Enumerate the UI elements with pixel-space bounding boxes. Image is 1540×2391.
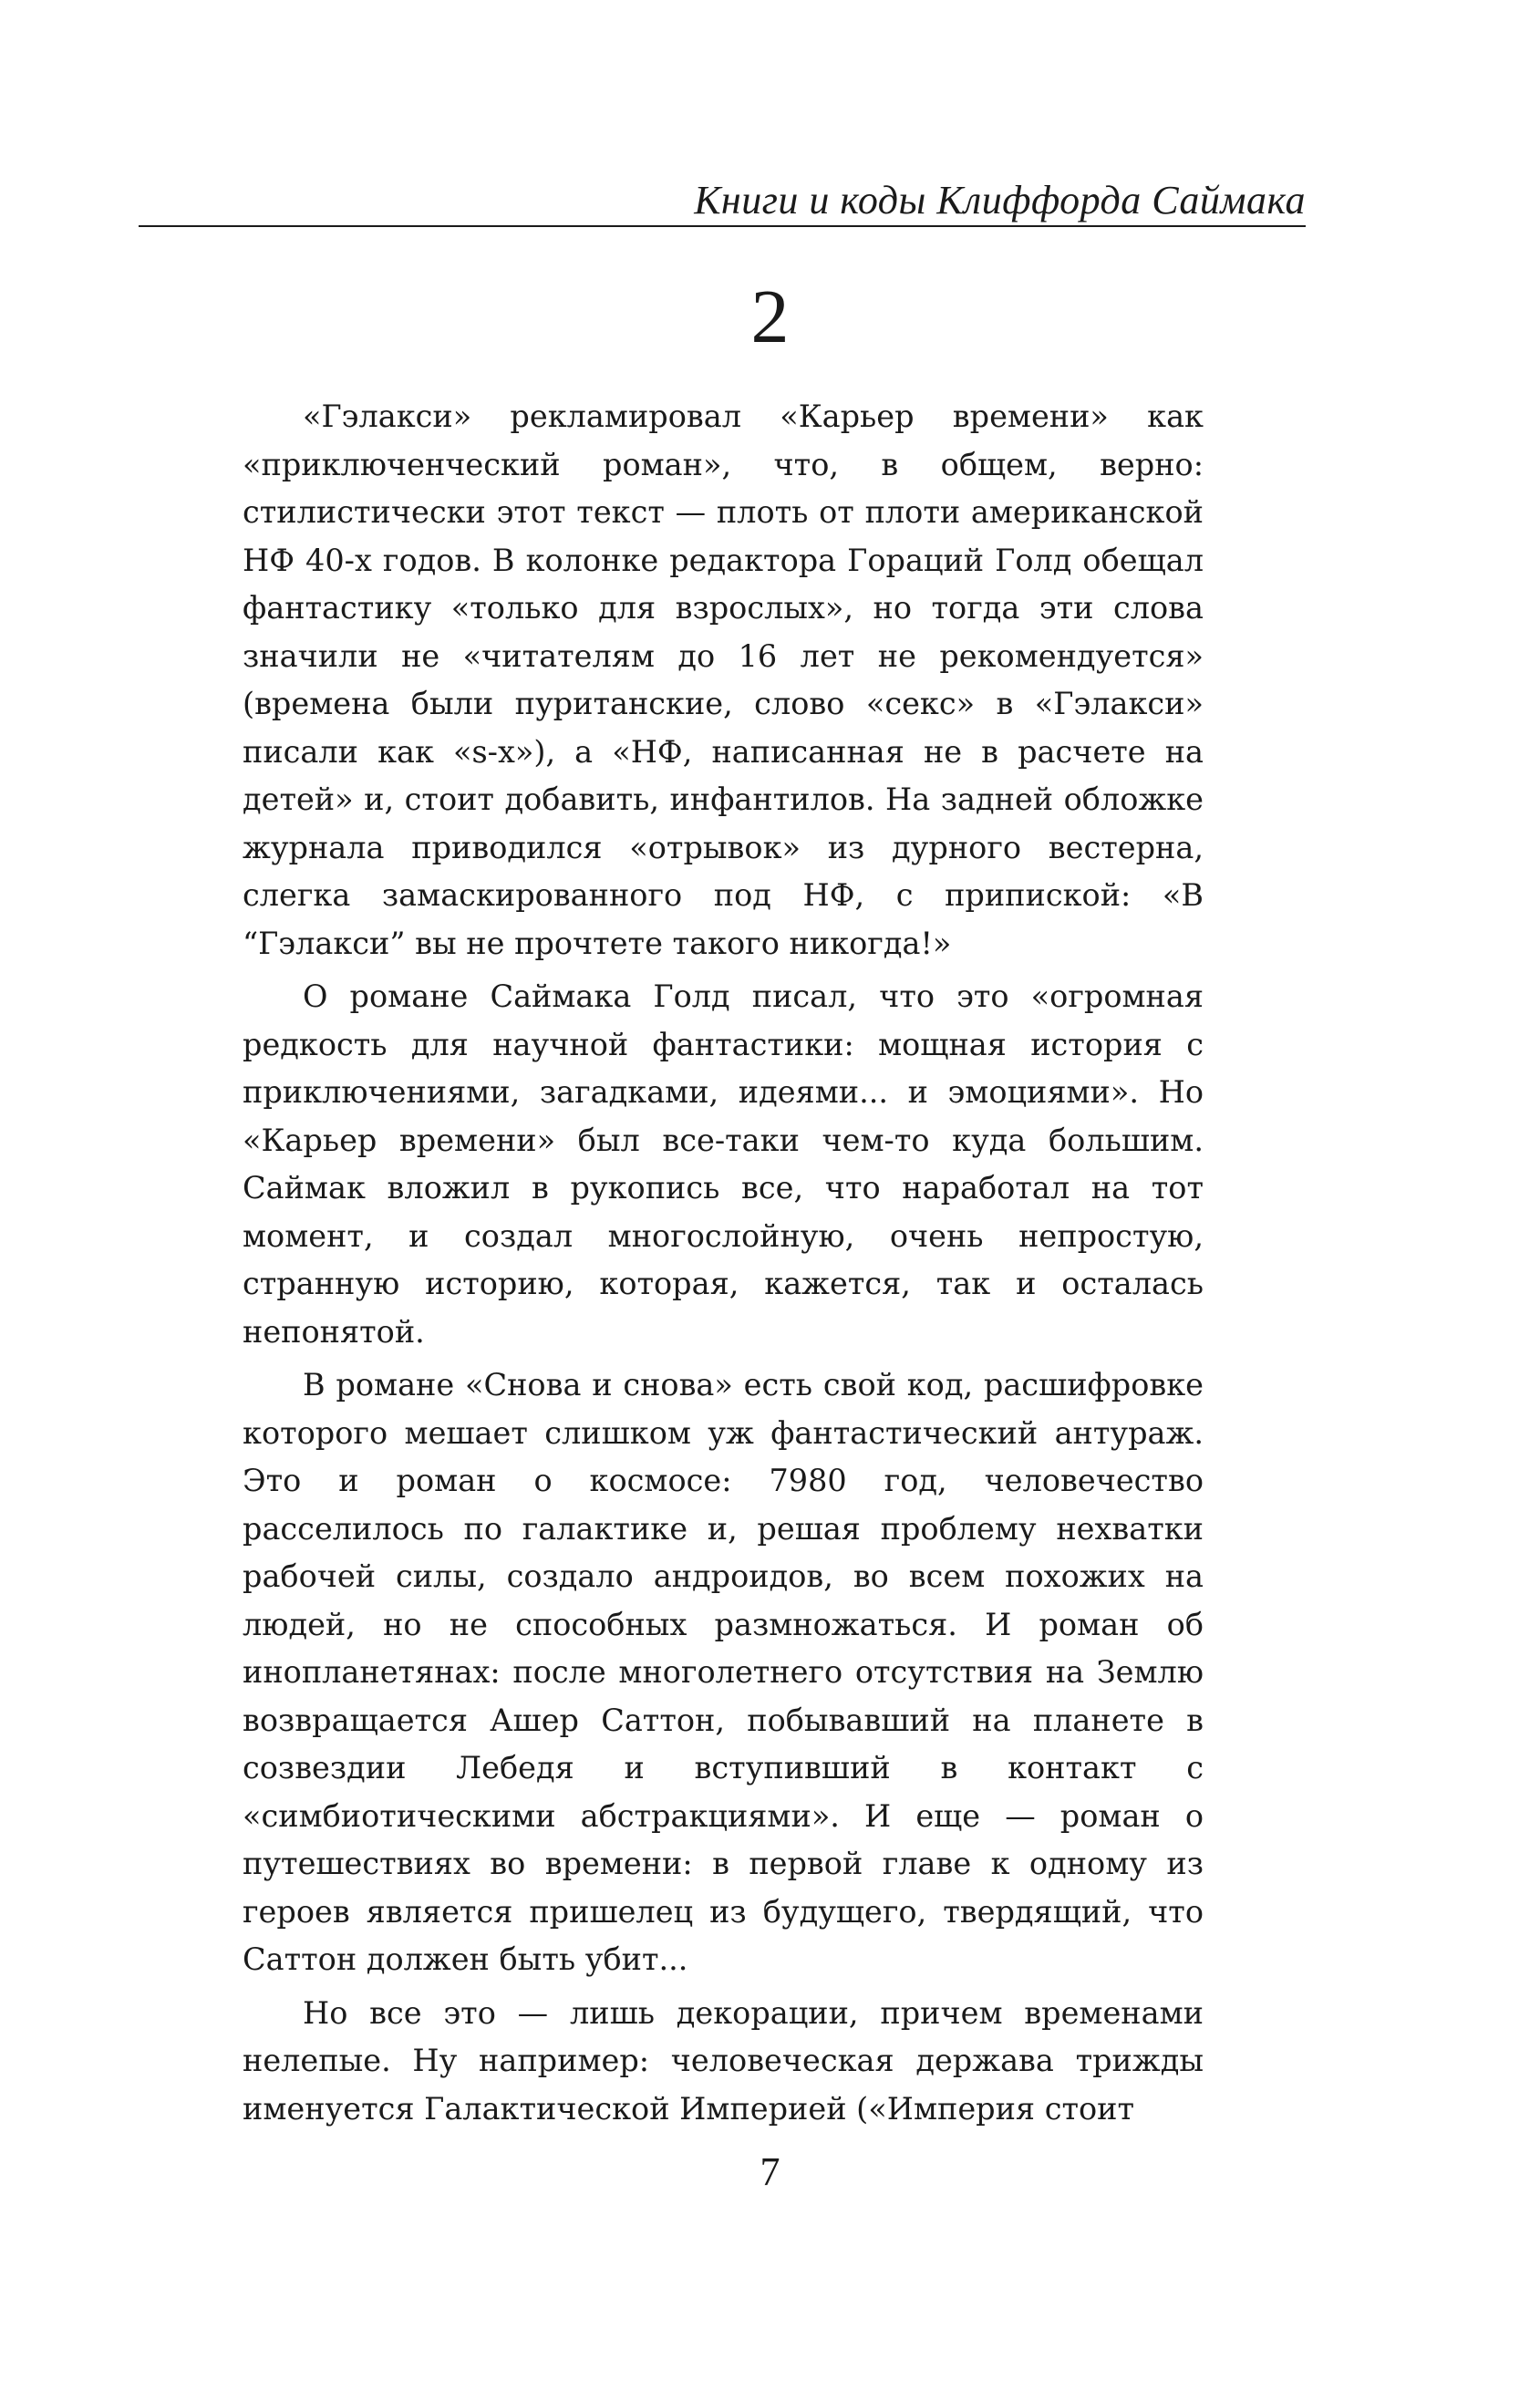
chapter-number: 2 <box>750 274 790 359</box>
paragraph: В романе «Снова и снова» есть свой код, расшифровке которого мешает слишком уж фантастический антураж. Это и роман о космосе: 7980 год, человечество расселилось по галактике и, решая проблему нехватки рабочей силы, создало андроидов, во всем похожих на людей, но не способных размножаться. И роман об инопланетянах: после многолетнего отсутствия на Землю возвращается Ашер Саттон, побывавший на планете в созвездии Лебедя и вступивший в контакт с «симбиотическими абстракциями». И еще — роман о путешествиях во времени: в первой главе к одному из героев является пришелец из будущего, твердящий, что Саттон должен быть убит... <box>243 1367 1204 1977</box>
paragraph: О романе Саймака Голд писал, что это «огромная редкость для научной фантастики: мощная история с приключениями, загадками, идеями... и эмоциями». Но «Карьер времени» был все-таки чем-то куда большим. Саймак вложил в рукопись все, что наработал на тот момент, и создал многослойную, очень непростую, странную историю, которая, кажется, так и осталась непонятой. <box>243 978 1204 1350</box>
page-number: 7 <box>760 2149 780 2194</box>
paragraph: Но все это — лишь декорации, причем временами нелепые. Ну например: человеческая держава трижды именуется Галактической Империей («Империя стоит <box>243 1994 1204 2127</box>
running-head: Книги и коды Клиффорда Саймака <box>694 178 1306 223</box>
header-rule <box>139 225 1306 227</box>
body-text <box>243 393 1204 2138</box>
paragraph: «Гэлакси» рекламировал «Карьер времени» как «приключенческий роман», что, в общем, верно: стилистически этот текст — плоть от плоти американской НФ 40-х годов. В колонке редактора Гораций Голд обещал фантастику «только для взрослых», но тогда эти слова значили не «читателям до 16 лет не рекомендуется» (времена были пуританские, слово «секс» в «Гэлакси» писали как «s-x»), а «НФ, написанная не в расчете на детей» и, стоит добавить, инфантилов. На задней обложке журнала приводился «отрывок» из дурного вестерна, слегка замаскированного под НФ, с припиской: «В “Гэлакси” вы не прочтете такого никогда!» <box>243 398 1204 961</box>
